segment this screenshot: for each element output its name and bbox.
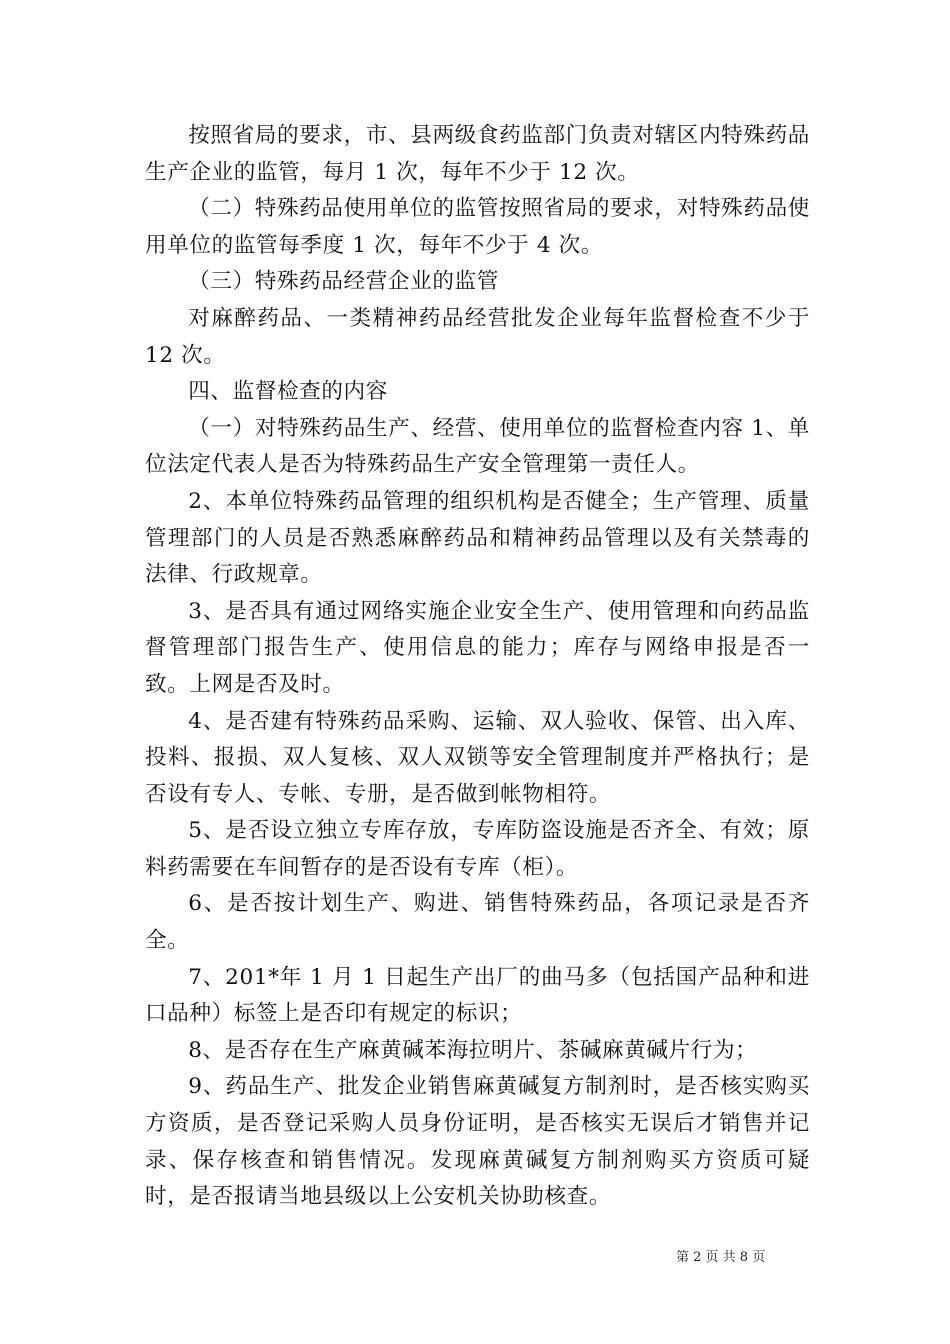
- document-body: [145, 118, 818, 1216]
- paragraph-supervision-production: 按照省局的要求，市、县两级食药监部门负责对辖区内特殊药品生产企业的监管，每月 1 次，每年不少于 12 次。: [145, 123, 810, 185]
- paragraph-item-8: 8、是否存在生产麻黄碱苯海拉明片、茶碱麻黄碱片行为；: [188, 1037, 758, 1063]
- paragraph-item-9: 9、药品生产、批发企业销售麻黄碱复方制剂时，是否核实购买方资质，是否登记采购人员身份证明，是否核实无误后才销售并记录、保存核查和销售情况。发现麻黄碱复方制剂购买方资质可疑时，是否报请当地县级以上公安机关协助核查。: [145, 1074, 810, 1210]
- paragraph-item-2: 2、本单位特殊药品管理的组织机构是否健全；生产管理、质量管理部门的人员是否熟悉麻醉药品和精神药品管理以及有关禁毒的法律、行政规章。: [145, 488, 810, 588]
- paragraph-item-3: 3、是否具有通过网络实施企业安全生产、使用管理和向药品监督管理部门报告生产、使用信息的能力；库存与网络申报是否一致。上网是否及时。: [145, 598, 810, 697]
- paragraph-item-4: 4、是否建有特殊药品采购、运输、双人验收、保管、出入库、投料、报损、双人复核、双人双锁等安全管理制度并严格执行；是否设有专人、专帐、专册，是否做到帐物相符。: [145, 708, 810, 807]
- section-heading-inspection-content: 四、监督检查的内容: [188, 379, 388, 405]
- paragraph-item-5: 5、是否设立独立专库存放，专库防盗设施是否齐全、有效；原料药需要在车间暂存的是否设有专库（柜）。: [145, 818, 810, 880]
- paragraph-distribution-frequency: 对麻醉药品、一类精神药品经营批发企业每年监督检查不少于 12 次。: [145, 305, 818, 368]
- paragraph-item-1: （一）对特殊药品生产、经营、使用单位的监督检查内容 1、单位法定代表人是否为特殊药品生产安全管理第一责任人。: [145, 415, 810, 478]
- paragraph-heading-distribution: （三）特殊药品经营企业的监管: [188, 269, 499, 295]
- paragraph-supervision-usage-units: （二）特殊药品使用单位的监管按照省局的要求，对特殊药品使用单位的监管每季度 1 次，每年不少于 4 次。: [145, 196, 810, 258]
- paragraph-item-6: 6、是否按计划生产、购进、销售特殊药品，各项记录是否齐全。: [145, 891, 810, 954]
- paragraph-item-7: 7、201*年 1 月 1 日起生产出厂的曲马多（包括国产品种和进口品种）标签上是否印有规定的标识；: [145, 964, 810, 1027]
- page-number-footer: 第 2 页 共 8 页: [676, 1250, 766, 1265]
